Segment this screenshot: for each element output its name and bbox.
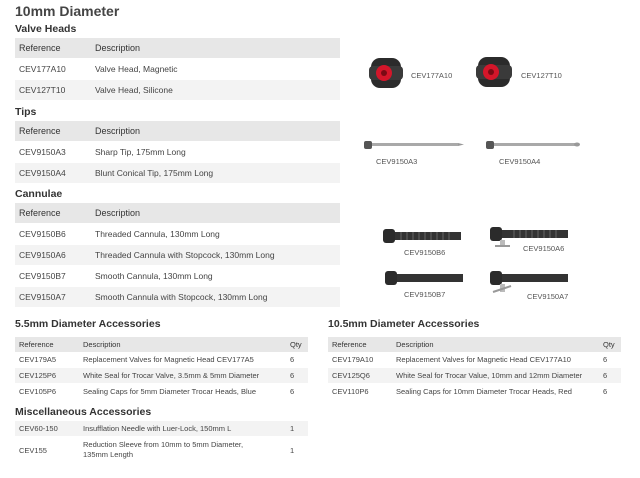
- sharp-tip-image: [364, 138, 464, 152]
- cannulae-heading: Cannulae: [15, 188, 63, 200]
- tips-table: [15, 121, 340, 184]
- caption-cev127t10: CEV127T10: [521, 71, 562, 80]
- table-row: [328, 352, 621, 368]
- col-reference: Reference: [15, 203, 91, 224]
- threaded-cannula-image: [383, 228, 463, 244]
- table-row: [15, 163, 340, 184]
- desc-cell: Threaded Cannula with Stopcock, 130mm Long: [91, 245, 340, 266]
- qty-cell: 6: [599, 368, 621, 384]
- col-description: Description: [392, 337, 599, 352]
- ref-cell: CEV9150A7: [15, 287, 91, 308]
- table-row: [15, 287, 340, 308]
- desc-line-2: 135mm Length: [83, 450, 134, 459]
- caption-cev9150a3: CEV9150A3: [376, 157, 418, 166]
- ref-cell: CEV127T10: [15, 80, 91, 101]
- tips-heading: Tips: [15, 106, 37, 118]
- misc-heading: Miscellaneous Accessories: [15, 406, 152, 418]
- table-row: [15, 224, 340, 245]
- acc105-table: [328, 337, 621, 400]
- col-reference: Reference: [15, 337, 79, 352]
- caption-cev177a10: CEV177A10: [411, 71, 453, 80]
- ref-cell: CEV105P6: [15, 384, 79, 400]
- smooth-cannula-image: [385, 270, 465, 286]
- desc-cell: Valve Head, Silicone: [91, 80, 340, 101]
- misc-table: [15, 421, 308, 464]
- ref-cell: CEV155: [15, 437, 79, 464]
- blunt-tip-image: [486, 138, 581, 152]
- smooth-cannula-stopcock-image: [490, 270, 570, 294]
- desc-cell: White Seal for Trocar Value, 10mm and 12mm Diameter: [392, 368, 599, 384]
- caption-cev9150b7: CEV9150B7: [404, 290, 446, 299]
- desc-cell: Threaded Cannula, 130mm Long: [91, 224, 340, 245]
- ref-cell: CEV125P6: [15, 368, 79, 384]
- caption-cev9150a6: CEV9150A6: [523, 244, 565, 253]
- ref-cell: CEV9150B6: [15, 224, 91, 245]
- desc-cell: Replacement Valves for Magnetic Head CEV177A5: [79, 352, 286, 368]
- col-qty: Qty: [286, 337, 308, 352]
- acc55-heading: 5.5mm Diameter Accessories: [15, 318, 161, 330]
- valve-heads-table: [15, 38, 340, 101]
- cannulae-table: [15, 203, 340, 308]
- table-row: [15, 80, 340, 101]
- desc-cell: Sealing Caps for 10mm Diameter Trocar Heads, Red: [392, 384, 599, 400]
- valve-head-magnetic-image: [368, 56, 408, 90]
- col-reference: Reference: [15, 121, 91, 142]
- ref-cell: CEV125Q6: [328, 368, 392, 384]
- desc-cell: Replacement Valves for Magnetic Head CEV177A10: [392, 352, 599, 368]
- valve-heads-heading: Valve Heads: [15, 23, 77, 35]
- caption-cev9150a7: CEV9150A7: [527, 292, 569, 301]
- col-description: Description: [91, 121, 340, 142]
- col-reference: Reference: [328, 337, 392, 352]
- caption-cev9150b6: CEV9150B6: [404, 248, 446, 257]
- desc-cell: Blunt Conical Tip, 175mm Long: [91, 163, 340, 184]
- qty-cell: 1: [286, 421, 308, 437]
- desc-line-1: Reduction Sleeve from 10mm to 5mm Diameter,: [83, 440, 244, 449]
- qty-cell: 6: [286, 384, 308, 400]
- acc105-heading: 10.5mm Diameter Accessories: [328, 318, 480, 330]
- table-row: [15, 437, 308, 464]
- col-description: Description: [79, 337, 286, 352]
- ref-cell: CEV9150A6: [15, 245, 91, 266]
- desc-cell: Valve Head, Magnetic: [91, 59, 340, 80]
- col-reference: Reference: [15, 38, 91, 59]
- valve-head-silicone-image: [474, 55, 516, 89]
- ref-cell: CEV9150A4: [15, 163, 91, 184]
- col-description: Description: [91, 203, 340, 224]
- desc-cell: Smooth Cannula, 130mm Long: [91, 266, 340, 287]
- qty-cell: 6: [286, 352, 308, 368]
- desc-cell: Smooth Cannula with Stopcock, 130mm Long: [91, 287, 340, 308]
- desc-cell: Insufflation Needle with Luer-Lock, 150mm L: [79, 421, 286, 437]
- qty-cell: 6: [599, 352, 621, 368]
- ref-cell: CEV179A5: [15, 352, 79, 368]
- table-row: [15, 368, 308, 384]
- table-row: [328, 368, 621, 384]
- caption-cev9150a4: CEV9150A4: [499, 157, 541, 166]
- desc-cell: [79, 437, 286, 464]
- desc-cell: Sealing Caps for 5mm Diameter Trocar Heads, Blue: [79, 384, 286, 400]
- desc-cell: Sharp Tip, 175mm Long: [91, 142, 340, 163]
- ref-cell: CEV9150A3: [15, 142, 91, 163]
- acc55-table: [15, 337, 308, 400]
- qty-cell: 1: [286, 437, 308, 464]
- table-row: [15, 421, 308, 437]
- ref-cell: CEV110P6: [328, 384, 392, 400]
- table-row: [15, 245, 340, 266]
- table-row: [15, 59, 340, 80]
- col-description: Description: [91, 38, 340, 59]
- table-row: [15, 142, 340, 163]
- table-row: [328, 384, 621, 400]
- col-qty: Qty: [599, 337, 621, 352]
- table-row: [15, 384, 308, 400]
- desc-cell: White Seal for Trocar Valve, 3.5mm & 5mm Diameter: [79, 368, 286, 384]
- ref-cell: CEV60-150: [15, 421, 79, 437]
- ref-cell: CEV177A10: [15, 59, 91, 80]
- table-row: [15, 266, 340, 287]
- qty-cell: 6: [286, 368, 308, 384]
- table-row: [15, 352, 308, 368]
- ref-cell: CEV179A10: [328, 352, 392, 368]
- page-title: 10mm Diameter: [15, 3, 120, 19]
- ref-cell: CEV9150B7: [15, 266, 91, 287]
- qty-cell: 6: [599, 384, 621, 400]
